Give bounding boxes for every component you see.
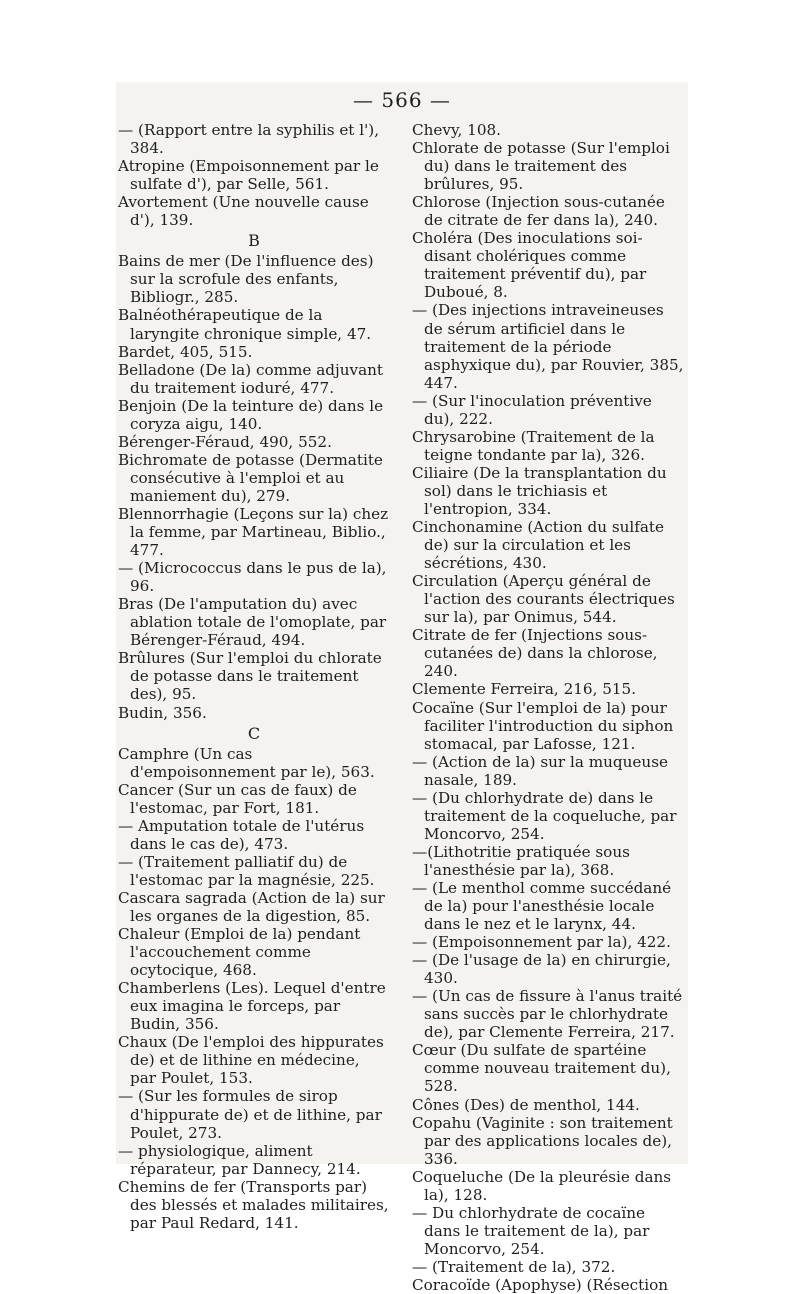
index-entry: Camphre (Un cas d'empoisonnement par le), 563. [118, 744, 375, 781]
index-entry: Blennorrhagie (Leçons sur la) chez la femme, par Martineau, Biblio., 477. [118, 504, 389, 560]
index-entry: Cocaïne (Sur l'emploi de la) pour faciliter l'introduction du siphon stomacal, par Lafosse, 121. [412, 698, 674, 753]
section-letter-c: C [247, 723, 261, 743]
index-entry: — (Micrococcus dans le pus de la), 96. [118, 559, 387, 596]
index-entry: — (Traitement palliatif du) de l'estomac par la magnésie, 225. [118, 852, 375, 889]
index-entry: Cancer (Sur un cas de faux) de l'estomac, par Fort, 181. [118, 780, 357, 817]
index-column-left [118, 121, 390, 1232]
index-entry: — (Sur l'inoculation préventive du), 222. [412, 391, 652, 428]
index-entry: Chaleur (Emploi de la) pendant l'accouchement comme ocytocique, 468. [118, 925, 361, 980]
index-entry: — (Traitement de la), 372. [412, 1257, 616, 1276]
index-column-right [412, 121, 684, 1294]
index-entry: Chlorose (Injection sous-cutanée de citrate de fer dans la), 240. [412, 193, 665, 230]
index-entry: — (Empoisonnement par la), 422. [412, 933, 671, 952]
entries-before-b [118, 121, 390, 229]
index-entry: Bérenger-Féraud, 490, 552. [118, 432, 332, 451]
index-entry: — (Sur les formules de sirop d'hippurate de) et de lithine, par Poulet, 273. [118, 1087, 382, 1142]
index-entry: — (Rapport entre la syphilis et l'), 384. [118, 121, 380, 158]
index-entry: Ciliaire (De la transplantation du sol) dans le trichiasis et l'entropion, 334. [412, 463, 667, 518]
index-entry: Bras (De l'amputation du) avec ablation totale de l'omoplate, par Bérenger-Féraud, 494. [118, 595, 387, 650]
index-entry: Cinchonamine (Action du sulfate de) sur la circulation et les sécrétions, 430. [412, 518, 665, 573]
index-entry: Chlorate de potasse (Sur l'emploi du) dans le traitement des brûlures, 95. [412, 139, 670, 194]
index-entry: — (Un cas de fissure à l'anus traité sans succès par le chlorhydrate de), par Clemente Ferreira, 217. [412, 987, 683, 1042]
index-entry: Atropine (Empoisonnement par le sulfate d'), par Selle, 561. [118, 157, 379, 194]
index-entry: — (Des injections intraveineuses de sérum artificiel dans le traitement de la période asphyxique du), par Rouvier, 385, 447. [412, 301, 684, 392]
index-entry: — (Le menthol comme succédané de la) pour l'anesthésie locale dans le nez et le larynx, 44. [412, 878, 672, 934]
entries-c [118, 745, 390, 1232]
index-entry: Citrate de fer (Injections sous-cutanées de) dans la chlorose, 240. [412, 626, 658, 681]
section-letter-b: B [248, 231, 260, 251]
index-entry: Benjoin (De la teinture de) dans le coryza aigu, 140. [118, 396, 384, 433]
index-entry: Belladone (De la) comme adjuvant du traitement ioduré, 477. [118, 360, 384, 397]
index-entry: Cœur (Du sulfate de spartéine comme nouveau traitement du), 528. [412, 1041, 671, 1096]
index-entry: Chrysarobine (Traitement de la teigne tondante par la), 326. [412, 427, 655, 464]
index-entry: Chamberlens (Les). Lequel d'entre eux imagina le forceps, par Budin, 356. [118, 979, 386, 1034]
index-entry: — Du chlorhydrate de cocaïne dans le traitement de la), par Moncorvo, 254. [412, 1203, 650, 1258]
index-entry: Brûlures (Sur l'emploi du chlorate de potasse dans le traitement des), 95. [118, 649, 382, 704]
index-entry: Circulation (Aperçu général de l'action des courants électriques sur la), par Onimus, 544. [412, 572, 675, 627]
index-entry: —(Lithotritie pratiquée sous l'anesthésie par la), 368. [412, 842, 630, 879]
index-entry: — Amputation totale de l'utérus dans le cas de), 473. [118, 816, 365, 853]
index-entry: Avortement (Une nouvelle cause d'), 139. [118, 193, 369, 230]
index-entry: — (De l'usage de la) en chirurgie, 430. [412, 951, 671, 988]
index-entry: Chaux (De l'emploi des hippurates de) et de lithine en médecine, par Poulet, 153. [118, 1033, 384, 1088]
page-number: — 566 — [353, 88, 451, 112]
index-entry: — physiologique, aliment réparateur, par Dannecy, 214. [118, 1141, 361, 1178]
index-entry: Cônes (Des) de menthol, 144. [412, 1095, 640, 1114]
index-entry: Choléra (Des inoculations soi-disant cholériques comme traitement préventif du), par Duboué, 8. [412, 229, 647, 302]
index-entry: — (Action de la) sur la muqueuse nasale, 189. [412, 752, 668, 789]
index-entry: — (Du chlorhydrate de) dans le traitement de la coqueluche, par Moncorvo, 254. [412, 788, 677, 843]
entries-b [118, 252, 390, 721]
index-entry: Coqueluche (De la pleurésie dans la), 128. [412, 1167, 672, 1204]
index-entry: Bardet, 405, 515. [118, 342, 253, 361]
index-entry: Cascara sagrada (Action de la) sur les organes de la digestion, 85. [118, 888, 385, 926]
index-entry: Chevy, 108. [412, 121, 502, 139]
index-entry: Chemins de fer (Transports par) des blessés et malades militaires, par Paul Redard, 141. [118, 1177, 389, 1232]
index-entry: Coracoïde (Apophyse) (Résection [412, 1276, 669, 1294]
index-entry: Budin, 356. [118, 703, 207, 722]
index-entry: Bichromate de potasse (Dermatite consécutive à l'emploi et au maniement du), 279. [118, 450, 383, 505]
index-entry: Balnéothérapeutique de la laryngite chronique simple, 47. [118, 306, 372, 343]
index-entry: Bains de mer (De l'influence des) sur la scrofule des enfants, Bibliogr., 285. [118, 252, 374, 307]
index-entry: Copahu (Vaginite : son traitement par des applications locales de), 336. [412, 1113, 673, 1168]
index-entry: Clemente Ferreira, 216, 515. [412, 680, 637, 699]
